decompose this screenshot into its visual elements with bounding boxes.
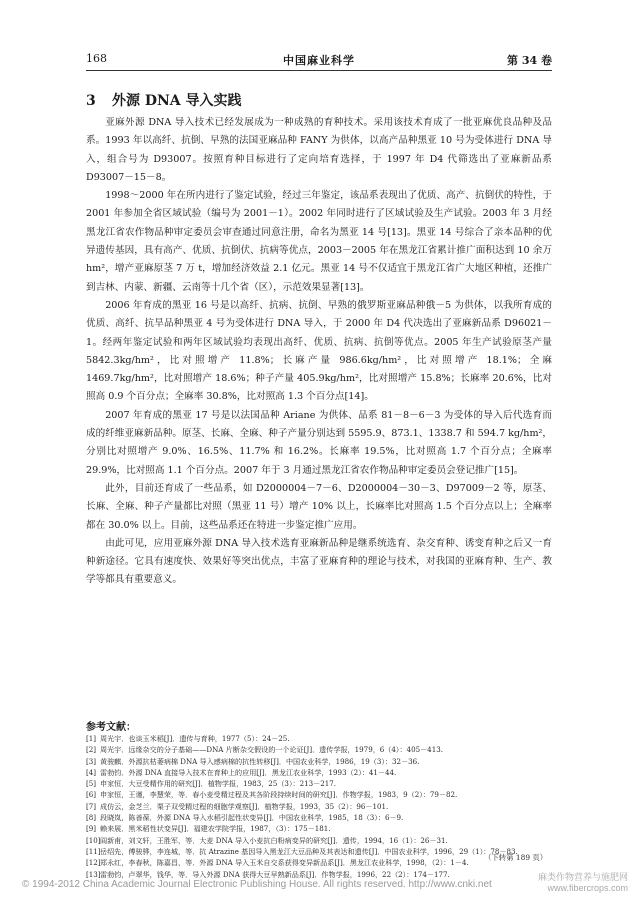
references-list	[86, 733, 552, 880]
reference-number: [10]	[86, 835, 101, 845]
reference-number: [13]	[86, 869, 101, 879]
reference-item	[86, 835, 552, 846]
reference-number: [3]	[86, 756, 97, 766]
reference-number: [6]	[86, 790, 97, 800]
header-rule	[86, 70, 552, 71]
reference-number: [9]	[86, 824, 97, 834]
reference-text: 郑永红，李春秋，陈嘉昌，等．外源 DNA 导入玉米自交系获得变异新品系[J]．黑龙江农业科学，1998，（2）：1－4.	[100, 858, 469, 868]
reference-number: [11]	[86, 846, 101, 856]
reference-item	[86, 823, 552, 834]
reference-item	[86, 857, 552, 868]
reference-number: [4]	[86, 767, 97, 777]
reference-number: [1]	[86, 734, 97, 743]
paragraph: 由此可见，应用亚麻外源 DNA 导入技术选育亚麻新品种是继系统选育、杂交育种、诱变育种之后又一育种新途径。它具有速度快、效果好等突出优点，丰富了亚麻育种的理论与技术，对我国的亚麻育种、生产、教学等都具有重要意义。	[86, 537, 552, 586]
section-heading	[86, 90, 242, 110]
paragraph: 2006 年育成的黑亚 16 号是以高纤、抗病、抗倒、早熟的俄罗斯亚麻品种俄－5 为供体，以我所育成的优质、高纤、抗旱品种黑亚 4 号为受体进行 DNA 导入，于 2000 年 D4 代决选出了亚麻新品系 D96021－1。经两年鉴定试验和两年区域试验均表现出高纤、优质、抗病、抗倒等优点。2005 年生产试验原茎产量 5842.3kg/hm²，比对照增产 11.8%；长麻产量 986.6kg/hm²，比对照增产 18.1%；全麻 1469.7kg/hm²，比对照增产 18.6%；种子产量 405.9kg/hm²，比对照增产 15.8%；长麻率 20.6%，比对照高 0.9 个百分点；全麻率 30.8%，比对照高 1.3 个百分点[14]。	[86, 299, 552, 403]
reference-text: 段晓岚，陈善葆．外源 DNA 导入水稻引起性状变异[J]．中国农业科学，1985，18（3）：6－9.	[100, 813, 404, 823]
reference-item	[86, 733, 552, 744]
reference-item	[86, 767, 552, 778]
reference-item	[86, 801, 552, 812]
reference-number: [5]	[86, 779, 97, 789]
reference-text: 周光宇．也谈玉米稻[J]．遗传与育种，1977（5）：24－25.	[100, 734, 290, 743]
reference-number: [8]	[86, 813, 97, 823]
section-title: 外源 DNA 导入实践	[112, 93, 242, 109]
references-heading: 参考文献：	[86, 722, 136, 733]
paragraph: 亚麻外源 DNA 导入技术已经发展成为一种成熟的育种技术。采用该技术育成了一批亚麻优良品种及品系。1993 年以高纤、抗倒、早熟的法国亚麻品种 FANY 为供体，以高产品种黑亚 10 号为受体进行 DNA 导入，组合号为 D93007。按照育种目标进行了定向培育选择，于 1997 年 D4 代筛选出了亚麻新品系 D93007－15－8。	[86, 117, 552, 183]
section-number: 3	[86, 93, 96, 109]
continued-note: （下转第 189 页）	[484, 853, 548, 862]
reference-item	[86, 846, 552, 857]
reference-item	[86, 789, 552, 800]
reference-item	[86, 756, 552, 767]
reference-text: 赖来展．黑米稻性状变异[J]．福建农学院学报，1987，（3）：175－181.	[100, 824, 331, 834]
volume-label: 第 34 卷	[507, 54, 552, 67]
reference-item	[86, 778, 552, 789]
reference-number: [12]	[86, 858, 101, 868]
reference-text: 黄骏麒．外源抗枯萎病棉 DNA 导入感病棉的抗性转移[J]．中国农业科学，1986，19（3）：32－36.	[100, 756, 420, 766]
body-text	[86, 114, 552, 590]
watermark-line: 麻类作物营养与施肥网	[537, 872, 628, 882]
reference-text: 雷勃钧，卢翠华，钱华，等．导入外源 DNA 获得大豆早熟新品系[J]．作物学报，1996，22（2）：174－177.	[100, 869, 450, 879]
reference-text: 岳绍先，傅骏骅，李连城，等．抗 Atrazine 基因导入黑龙江大豆品种及其表达和遗传[J]．中国农业科学，1996，29（1）：78－83.	[100, 846, 518, 856]
reference-text: 申家恒．大豆受精作用的研究[J]．植物学报，1983，25（3）：213－217.	[100, 779, 337, 789]
copyright-footer: © 1994-2012 China Academic Journal Electronic Publishing House. All rights reserved. http://www.cnki.net	[22, 879, 492, 890]
reference-item	[86, 744, 552, 755]
reference-text: 周光宇．远缘杂交的分子基础——DNA 片断杂交假设的一个论证[J]．遗传学报，1979，6（4）：405－413.	[100, 745, 443, 755]
paragraph: 1998～2000 年在所内进行了鉴定试验，经过三年鉴定，该品系表现出了优质、高产、抗倒伏的特性，于 2001 年参加全省区域试验（编号为 2001－1）。2002 年同时进行了区域试验及生产试验。2003 年 3 月经黑龙江省农作物品种审定委员会审查通过同意注册，命名为黑亚 14 号[13]。黑亚 14 号综合了亲本品种的优异遗传基因，具有高产、优质、抗倒伏、抗病等优点，2003－2005 年在黑龙江省累计推广面积达到 10 余万 hm²，增产亚麻原茎 7 万 t，增加经济效益 2.1 亿元。黑亚 14 号不仅适宜于黑龙江省广大地区种植，还推广到吉林、内蒙、新疆、云南等十几个省（区），示范效果显著[13]。	[86, 190, 552, 293]
reference-text: 申家恒，王谨，李慧荣，等．春小麦受精过程及其各阶段持续时间的研究[J]．作物学报，1983，9（2）：79－82.	[100, 790, 458, 800]
paragraph: 2007 年育成的黑亚 17 号是以法国品种 Ariane 为供体、品系 81－8－6－3 为受体的导入后代选育而成的纤维亚麻新品种。原茎、长麻、全麻、种子产量分别达到 5595.9、873.1、1338.7 和 594.7 kg/hm²，分别比对照增产 9.0%、16.5%、11.7% 和 16.2%。长麻率 19.5%，比对照高 1.7 个百分点；全麻率 29.9%，比对照高 1.1 个百分点。2007 年于 3 月通过黑龙江省农作物品种审定委员会登记推广[15]。	[86, 409, 552, 476]
reference-text: 成仿云，金芝兰．栗子双受精过程的细胞学观察[J]．植物学报，1993，35（2）：96－101.	[100, 801, 389, 811]
reference-text: 雷勃钧．外源 DNA 直接导入技术在育种上的应用[J]．黑龙江农业科学，1993（2）：41－44.	[100, 767, 397, 777]
reference-number: [2]	[86, 745, 97, 755]
watermark-line: www.fibercrops.com	[547, 883, 628, 893]
reference-number: [7]	[86, 801, 97, 811]
site-watermark	[538, 872, 628, 894]
journal-title: 中国麻业科学	[283, 54, 355, 67]
reference-text: 阎新甫，刘文轩，王胜军，等．大麦 DNA 导入小麦抗白粉病变异的研究[J]．遗传，1994，16（1）：26－31.	[100, 835, 448, 845]
reference-item	[86, 812, 552, 823]
paragraph: 此外，目前还育成了一些品系，如 D2000004－7－6、D2000004－30－3、D97009－2 等，原茎、长麻、全麻、种子产量都比对照（黑亚 11 号）增产 10% 以上，长麻率比对照高 1.5 个百分点以上；全麻率都在 30.0% 以上。目前，这些品系还在特进一步鉴定推广应用。	[86, 482, 552, 531]
page-header	[86, 52, 552, 70]
page-number: 168	[86, 52, 107, 65]
